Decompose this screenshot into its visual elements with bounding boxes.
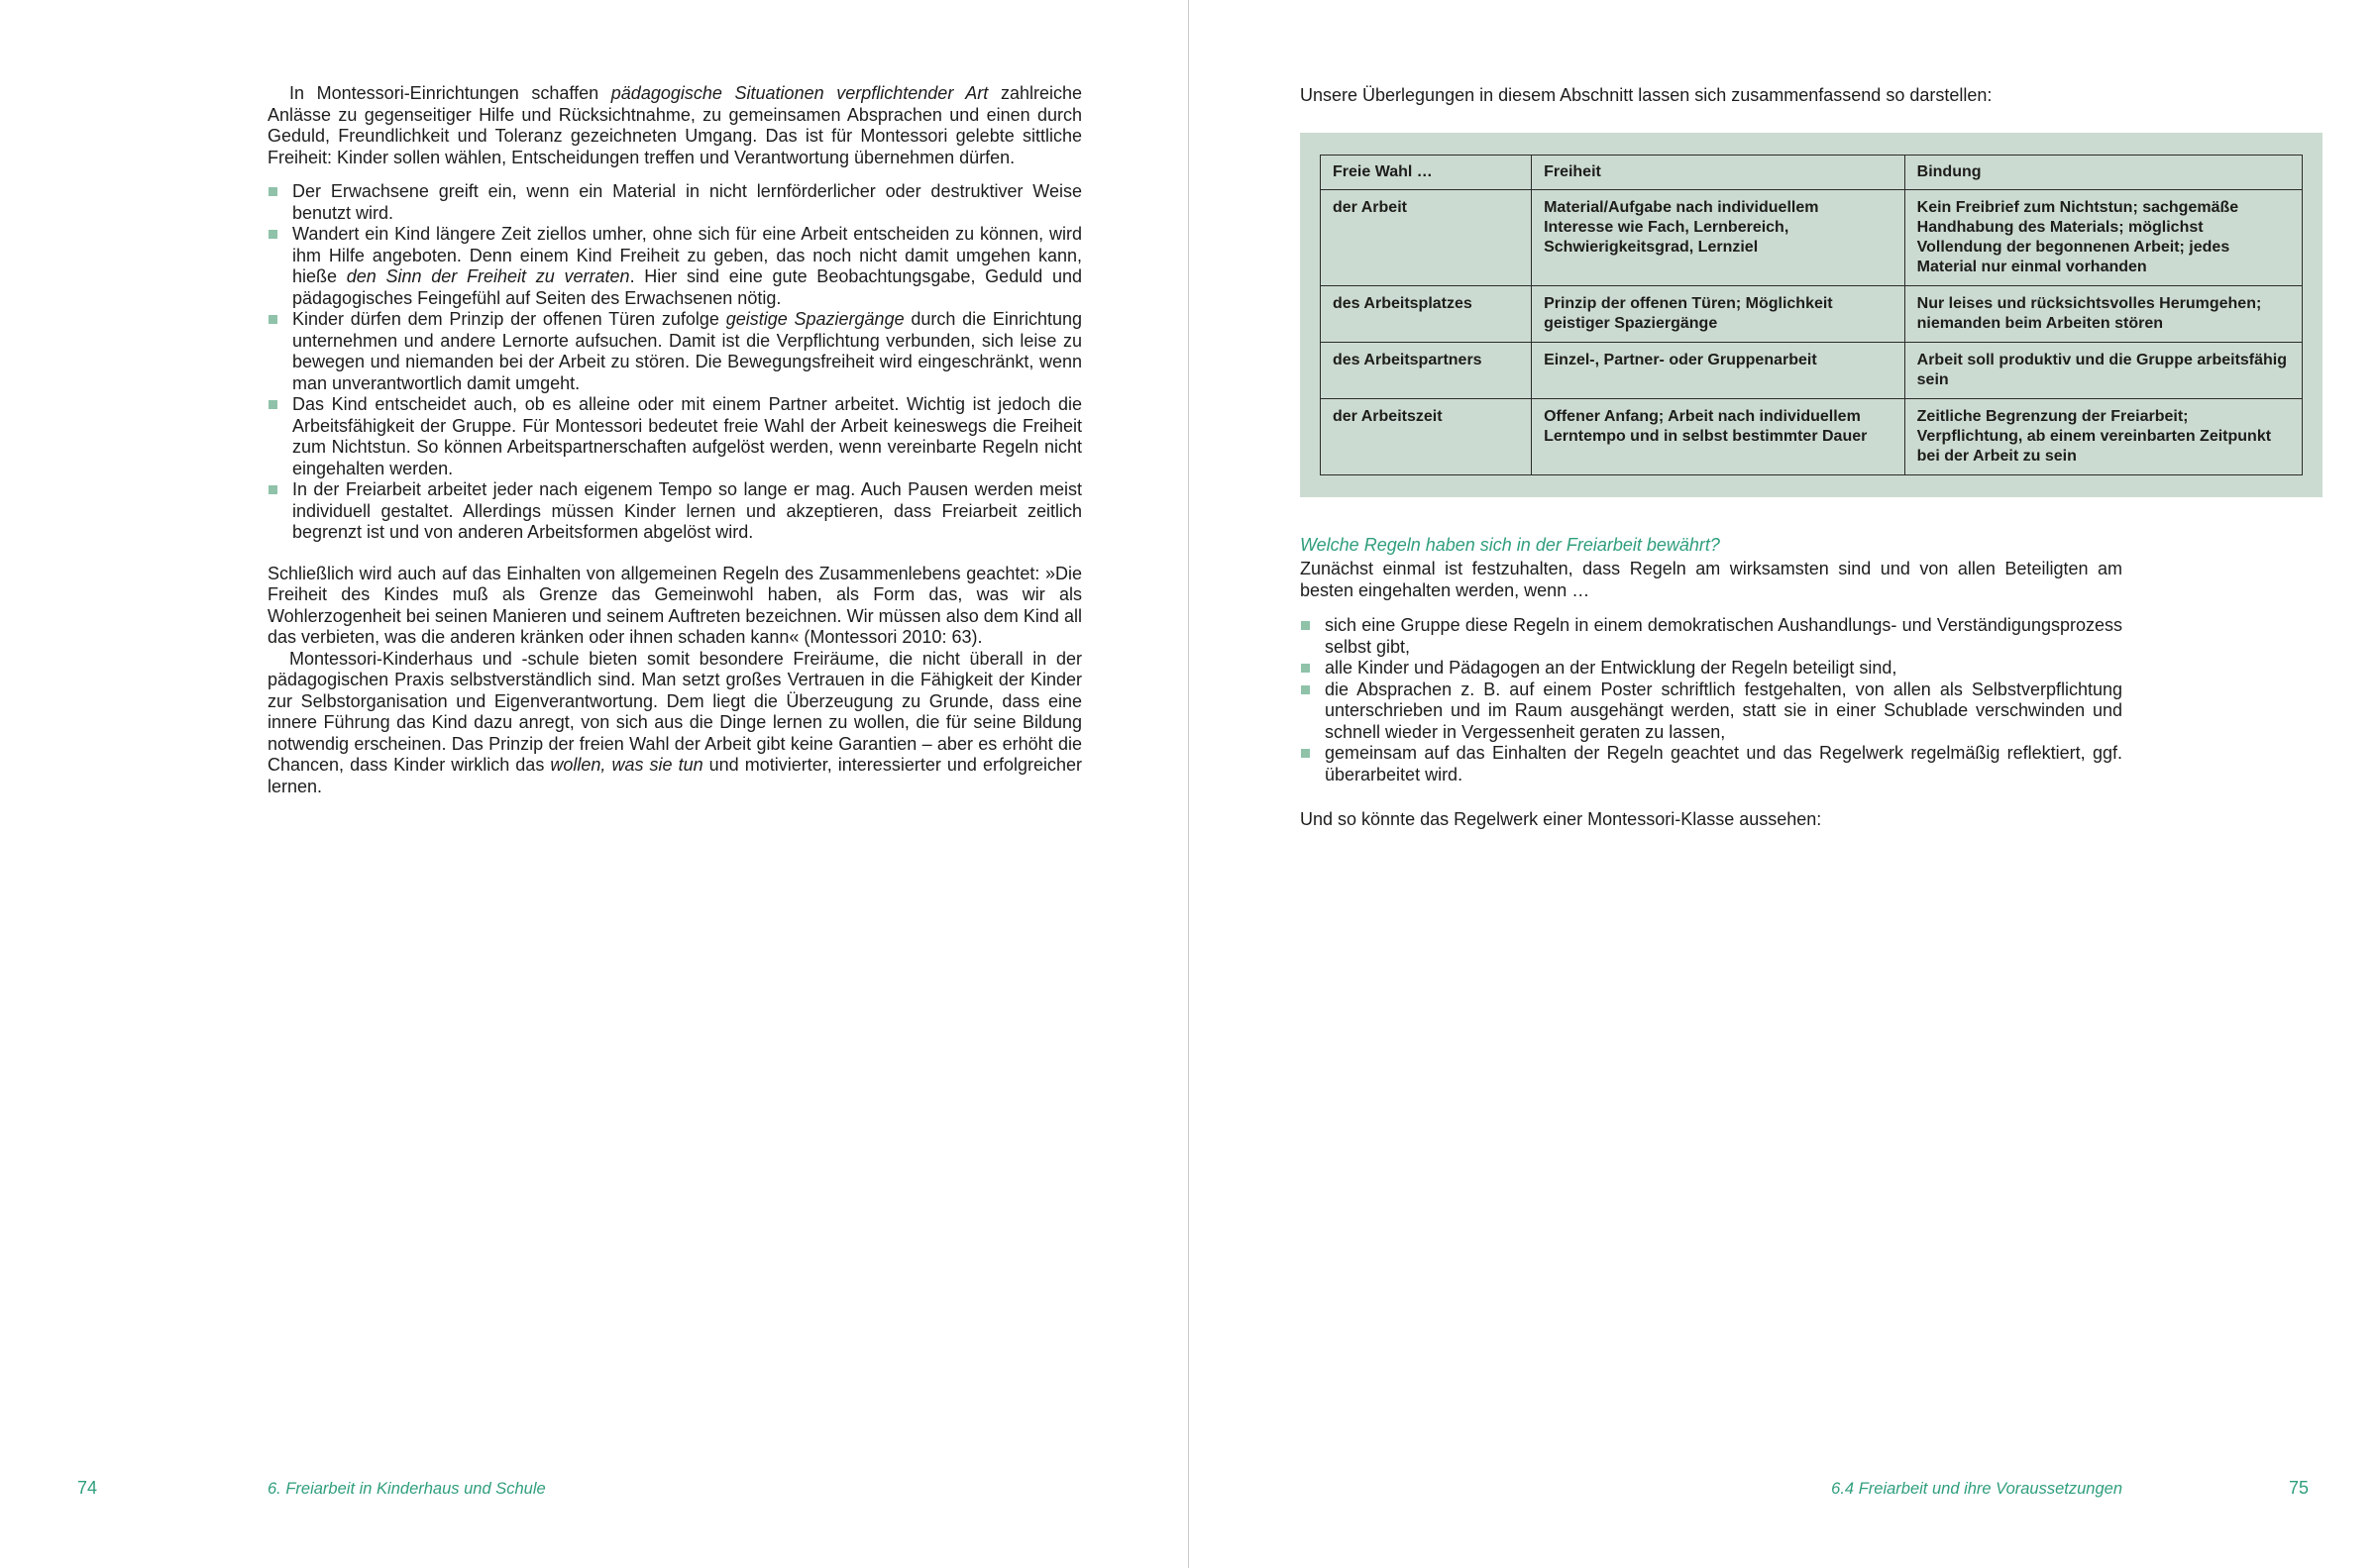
table-cell-bindung: Arbeit soll produktiv und die Gruppe arbeitsfähig sein	[1904, 342, 2302, 398]
bullet-text: gemeinsam auf das Einhalten der Regeln geachtet und das Regelwerk regelmäßig reflektiert, ggf. überarbeitet wird.	[1325, 743, 2122, 784]
page-number-right: 75	[2288, 1478, 2309, 1498]
bullet-text: sich eine Gruppe diese Regeln in einem demokratischen Aushandlungs- und Verständigungsprozess selbst gibt,	[1325, 615, 2122, 657]
list-item	[268, 224, 1082, 309]
table-cell-freiheit: Einzel-, Partner- oder Gruppenarbeit	[1532, 342, 1905, 398]
table-cell-freiheit: Offener Anfang; Arbeit nach individuellem Lerntempo und in selbst bestimmter Dauer	[1532, 398, 1905, 474]
footer-chapter-right: 6.4 Freiarbeit und ihre Voraussetzungen	[1831, 1480, 2122, 1498]
table-header-freie-wahl: Freie Wahl …	[1321, 155, 1532, 189]
bullet-text: Kinder dürfen dem Prinzip der offenen Türen zufolge geistige Spaziergänge durch die Einrichtung unternehmen und andere Lernorte aufsuchen. Damit ist die Verpflichtung verbunden, sich leise zu bewegen und niemanden bei der Arbeit zu stören. Die Bewegungsfreiheit wird eingeschränkt, wenn man unverantwortlich damit umgeht.	[292, 309, 1082, 393]
bullet-text: In der Freiarbeit arbeitet jeder nach eigenem Tempo so lange er mag. Auch Pausen werden meist individuell gestaltet. Allerdings müssen Kinder lernen und akzeptieren, dass Freiarbeit zeitlich begrenzt ist und von anderen Arbeitsformen abgelöst wird.	[292, 479, 1082, 542]
table-cell-label: des Arbeitspartners	[1321, 342, 1532, 398]
table-row	[1321, 285, 2303, 342]
bullet-square-icon	[269, 187, 277, 196]
bullet-square-icon	[269, 315, 277, 324]
paragraph-intro: In Montessori-Einrichtungen schaffen pädagogische Situationen verpflichtender Art zahlreiche Anlässe zu gegenseitiger Hilfe und Rücksichtnahme, zu gemeinsamen Absprachen und einen durch Geduld, Freundlichkeit und Toleranz gezeichneten Umgang. Das ist für Montessori gelebte sittliche Freiheit: Kinder sollen wählen, Entscheidungen treffen und Verantwortung übernehmen dürfen.	[268, 83, 1082, 167]
right-bullet-list	[1300, 615, 2122, 785]
bullet-square-icon	[269, 400, 277, 409]
table-cell-label: des Arbeitsplatzes	[1321, 285, 1532, 342]
paragraph-closing: Montessori-Kinderhaus und -schule bieten somit besondere Freiräume, die nicht überall in der pädagogischen Praxis selbstverständlich sind. Man setzt großes Vertrauen in die Fähigkeit der Kinder zur Selbstorganisation und Eigenverantwortung. Dem liegt die Überzeugung zu Grunde, dass eine innere Führung das Kind dazu anregt, von sich aus die Dinge lernen zu wollen, die für seine Bildung notwendig erscheinen. Das Prinzip der freien Wahl der Arbeit gibt keine Garantien – aber es erhöht die Chancen, dass Kinder wirklich das wollen, was sie tun und motivierter, interessierter und erfolgreicher lernen.	[268, 648, 1082, 796]
bullet-square-icon	[269, 230, 277, 239]
closing-line: Und so könnte das Regelwerk einer Montessori-Klasse aussehen:	[1300, 809, 1822, 829]
page-gutter-divider	[1188, 0, 1189, 1568]
list-item	[1300, 658, 2122, 679]
bullet-square-icon	[269, 485, 277, 494]
paragraph-regeln: Zunächst einmal ist festzuhalten, dass Regeln am wirksamsten sind und von allen Beteiligten am besten eingehalten werden, wenn …	[1300, 559, 2122, 600]
summary-intro: Unsere Überlegungen in diesem Abschnitt lassen sich zusammenfassend so darstellen:	[1300, 85, 1993, 105]
table-cell-bindung: Kein Freibrief zum Nichtstun; sachgemäße Handhabung des Materials; möglichst Vollendung der begonnenen Arbeit; jedes Material nur einmal vorhanden	[1904, 189, 2302, 285]
bullet-square-icon	[1301, 749, 1310, 758]
bullet-text: alle Kinder und Pädagogen an der Entwicklung der Regeln beteiligt sind,	[1325, 658, 1897, 678]
table-row	[1321, 398, 2303, 474]
summary-table-panel	[1300, 133, 2323, 497]
table-header-freiheit: Freiheit	[1532, 155, 1905, 189]
page-number-left: 74	[77, 1478, 98, 1498]
table-cell-freiheit: Material/Aufgabe nach individuellem Interesse wie Fach, Lernbereich, Schwierigkeitsgrad, Lernziel	[1532, 189, 1905, 285]
bullet-square-icon	[1301, 664, 1310, 673]
summary-table	[1320, 155, 2303, 475]
list-item	[268, 309, 1082, 394]
table-row	[1321, 189, 2303, 285]
list-item	[268, 479, 1082, 544]
list-item	[268, 394, 1082, 479]
bullet-square-icon	[1301, 685, 1310, 694]
bullet-text: Wandert ein Kind längere Zeit ziellos umher, ohne sich für eine Arbeit entscheiden zu können, wird ihm Hilfe angeboten. Denn einem Kind Freiheit zu geben, das noch nicht damit umgehen kann, hieße den Sinn der Freiheit zu verraten. Hier sind eine gute Beobachtungsgabe, Geduld und pädagogisches Feingefühl auf Seiten des Erwachsenen nötig.	[292, 224, 1082, 308]
left-bullet-list	[268, 181, 1082, 544]
bullet-text: Der Erwachsene greift ein, wenn ein Material in nicht lernförderlicher oder destruktiver Weise benutzt wird.	[292, 181, 1082, 223]
bullet-square-icon	[1301, 621, 1310, 630]
bullet-text: die Absprachen z. B. auf einem Poster schriftlich festgehalten, von allen als Selbstverpflichtung unterschrieben und im Raum ausgehängt werden, statt sie in einer Schublade verschwinden und schnell wieder in Vergessenheit geraten zu lassen,	[1325, 679, 2122, 742]
footer-chapter-left: 6. Freiarbeit in Kinderhaus und Schule	[268, 1480, 546, 1498]
table-cell-freiheit: Prinzip der offenen Türen; Möglichkeit geistiger Spaziergänge	[1532, 285, 1905, 342]
table-cell-bindung: Zeitliche Begrenzung der Freiarbeit; Verpflichtung, ab einem vereinbarten Zeitpunkt bei der Arbeit zu sein	[1904, 398, 2302, 474]
table-row	[1321, 342, 2303, 398]
paragraph-rules: Schließlich wird auch auf das Einhalten von allgemeinen Regeln des Zusammenlebens geachtet: »Die Freiheit des Kindes muß als Grenze das Gemeinwohl haben, als Form das, was wir als Wohlerzogenheit bei seinen Manieren und seinem Auftreten bezeichnen. Wir müssen also dem Kind all das verbieten, was die anderen kränken oder ihnen schaden kann« (Montessori 2010: 63).	[268, 563, 1082, 647]
section-heading: Welche Regeln haben sich in der Freiarbeit bewährt?	[1300, 534, 1720, 555]
list-item	[1300, 679, 2122, 744]
table-header-row	[1321, 155, 2303, 189]
list-item	[268, 181, 1082, 224]
right-page-text-column	[1300, 85, 2330, 831]
table-cell-label: der Arbeit	[1321, 189, 1532, 285]
bullet-text: Das Kind entscheidet auch, ob es alleine oder mit einem Partner arbeitet. Wichtig ist jedoch die Arbeitsfähigkeit der Gruppe. Für Montessori bedeutet freie Wahl der Arbeit keineswegs die Freiheit zum Nichtstun. So können Arbeitspartnerschaften aufgelöst werden, wenn vereinbarte Regeln nicht eingehalten werden.	[292, 394, 1082, 478]
left-page-text-column	[268, 83, 1082, 797]
table-cell-bindung: Nur leises und rücksichtsvolles Herumgehen; niemanden beim Arbeiten stören	[1904, 285, 2302, 342]
list-item	[1300, 743, 2122, 785]
table-cell-label: der Arbeitszeit	[1321, 398, 1532, 474]
table-header-bindung: Bindung	[1904, 155, 2302, 189]
list-item	[1300, 615, 2122, 658]
